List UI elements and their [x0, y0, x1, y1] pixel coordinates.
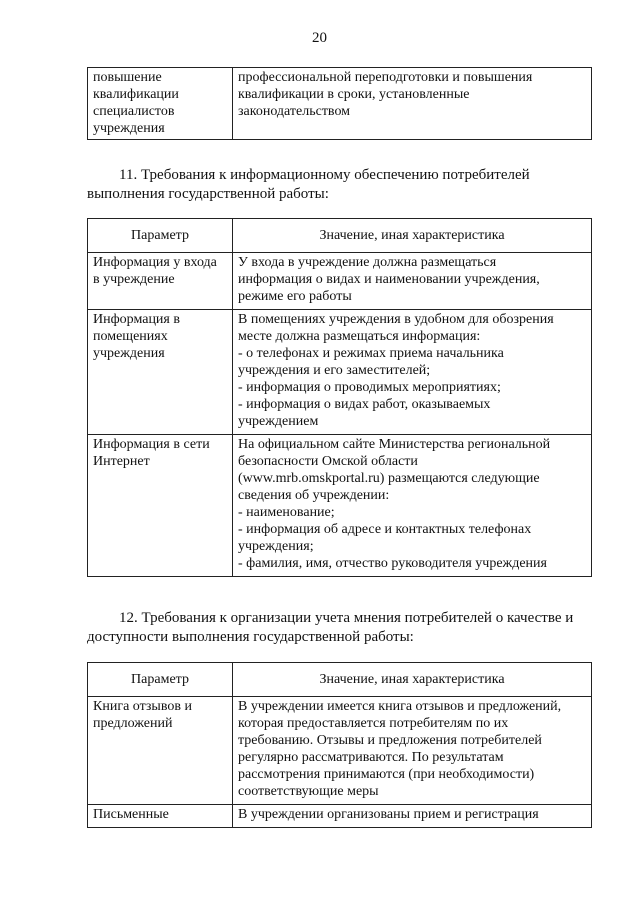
cell-text-line: квалификации — [93, 87, 179, 102]
value-cell — [233, 697, 592, 805]
table-row — [88, 697, 592, 805]
cell-text-line: Книга отзывов и — [93, 699, 192, 714]
param-cell — [88, 310, 233, 435]
cell-text-line: которая предоставляется потребителям по их — [238, 716, 509, 731]
cell-text-line: профессиональной переподготовки и повышения — [238, 70, 533, 85]
param-cell — [88, 805, 233, 828]
column-header-param: Параметр — [88, 219, 233, 253]
cell-text-line: информация о видах и наименовании учреждения, — [238, 272, 540, 287]
cell-text-line: учреждения — [93, 346, 165, 361]
cell-text-line: (www.mrb.omskportal.ru) размещаются следующие — [238, 471, 540, 486]
cell-text-line: сведения об учреждении: — [238, 488, 390, 503]
cell-text-line: учреждением — [238, 414, 319, 429]
cell-text-line: В учреждении имеется книга отзывов и предложений, — [238, 699, 562, 714]
cell-text-line: Письменные — [93, 807, 169, 822]
cell-text-line: У входа в учреждение должна размещаться — [238, 255, 497, 270]
table-row — [88, 253, 592, 310]
cell-text-line: рассмотрения принимаются (при необходимости) — [238, 767, 535, 782]
cell-text-line: в учреждение — [93, 272, 175, 287]
param-cell — [88, 253, 233, 310]
param-cell — [88, 697, 233, 805]
value-cell — [233, 310, 592, 435]
cell-text-line: Интернет — [93, 454, 150, 469]
param-cell — [88, 435, 233, 577]
cell-text-line: В помещениях учреждения в удобном для обозрения — [238, 312, 554, 327]
cell-text-line: предложений — [93, 716, 173, 731]
cell-text-line: Информация у входа — [93, 255, 217, 270]
table-information-support — [87, 218, 592, 577]
cell-text-line: законодательством — [238, 104, 351, 119]
table-header-row — [88, 663, 592, 697]
table-row — [88, 435, 592, 577]
cell-text-line: - о телефонах и режимах приема начальника — [238, 346, 504, 361]
cell-text-line: требованию. Отзывы и предложения потребителей — [238, 733, 542, 748]
section-12-heading-line1: 12. Требования к организации учета мнения потребителей о качестве и — [119, 610, 574, 626]
cell-text-line: учреждения — [93, 121, 165, 136]
cell-text-line: - фамилия, имя, отчество руководителя учреждения — [238, 556, 547, 571]
cell-text-line: - информация о видах работ, оказываемых — [238, 397, 491, 412]
value-cell — [233, 435, 592, 577]
cell-text-line: учреждения и его заместителей; — [238, 363, 431, 378]
page-number: 20 — [312, 30, 327, 46]
cell-text-line: режиме его работы — [238, 289, 352, 304]
param-cell — [88, 68, 233, 140]
cell-text-line: - информация об адресе и контактных телефонах — [238, 522, 532, 537]
cell-text-line: регулярно рассматриваются. По результатам — [238, 750, 504, 765]
cell-text-line: повышение — [93, 70, 162, 85]
column-header-param: Параметр — [88, 663, 233, 697]
cell-text-line: квалификации в сроки, установленные — [238, 87, 470, 102]
cell-text-line: - информация о проводимых мероприятиях; — [238, 380, 501, 395]
cell-text-line: Информация в сети — [93, 437, 210, 452]
table-continuation — [87, 67, 592, 140]
cell-text-line: Информация в — [93, 312, 180, 327]
section-12-heading — [87, 609, 591, 647]
cell-text-line: В учреждении организованы прием и регистрация — [238, 807, 539, 822]
cell-text-line: специалистов — [93, 104, 175, 119]
value-cell — [233, 805, 592, 828]
cell-text-line: На официальном сайте Министерства региональной — [238, 437, 551, 452]
cell-text-line: помещениях — [93, 329, 168, 344]
column-header-value: Значение, иная характеристика — [233, 663, 592, 697]
section-11-heading-line2: выполнения государственной работы: — [87, 186, 329, 202]
table-row — [88, 68, 592, 140]
value-cell — [233, 253, 592, 310]
section-12-heading-line2: доступности выполнения государственной работы: — [87, 629, 414, 645]
cell-text-line: месте должна размещаться информация: — [238, 329, 481, 344]
table-header-row — [88, 219, 592, 253]
cell-text-line: учреждения; — [238, 539, 314, 554]
value-cell — [233, 68, 592, 140]
table-consumer-feedback — [87, 662, 592, 828]
cell-text-line: - наименование; — [238, 505, 335, 520]
table-row — [88, 310, 592, 435]
cell-text-line: соответствующие меры — [238, 784, 379, 799]
cell-text-line: безопасности Омской области — [238, 454, 418, 469]
table-row — [88, 805, 592, 828]
section-11-heading-line1: 11. Требования к информационному обеспечению потребителей — [119, 167, 530, 183]
column-header-value: Значение, иная характеристика — [233, 219, 592, 253]
section-11-heading — [87, 166, 591, 204]
